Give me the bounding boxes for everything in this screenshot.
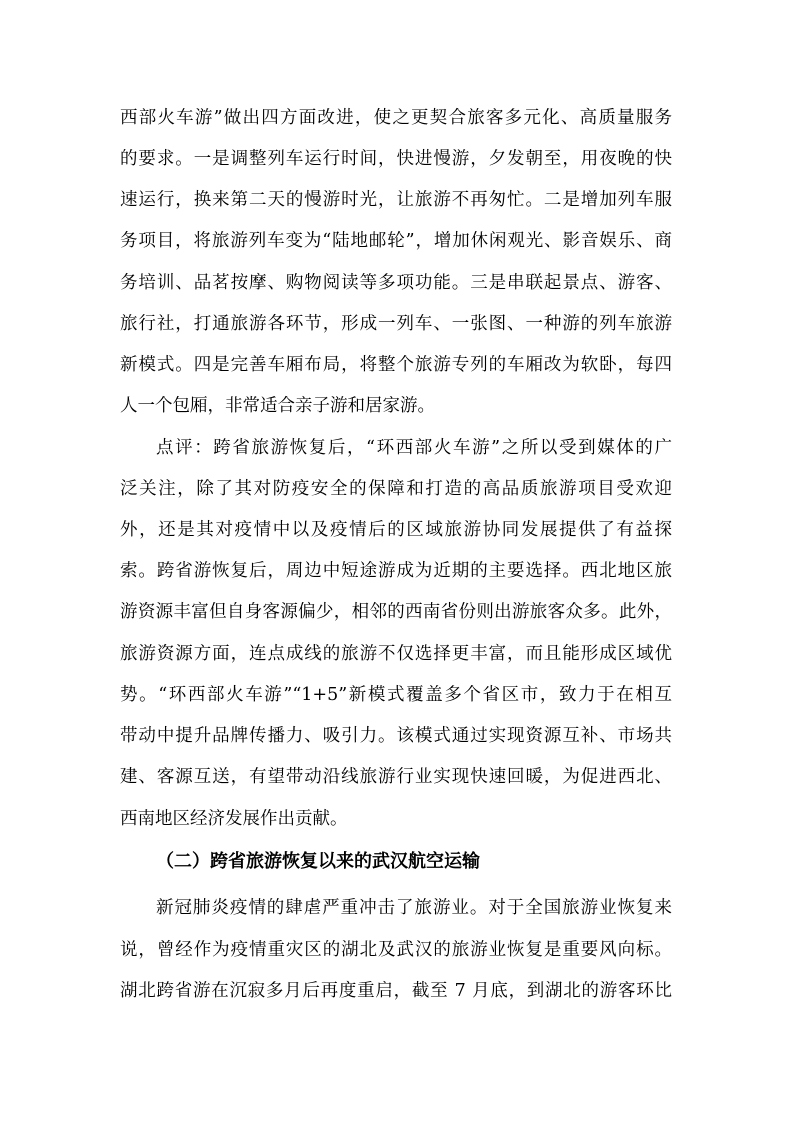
paragraph-2-line-2: 泛关注，除了其对防疫安全的保障和打造的高品质旅游项目受欢迎: [120, 479, 672, 499]
section-heading: （二）跨省旅游恢复以来的武汉航空运输: [156, 851, 480, 872]
paragraph-2-line-9: 建、客源互送，有望带动沿线旅游行业实现快速回暖，为促进西北、: [120, 767, 672, 787]
paragraph-1-line-4: 务项目，将旅游列车变为“陆地邮轮”，增加休闲观光、影音娱乐、商: [120, 231, 672, 251]
paragraph-3-line-1: 新冠肺炎疫情的肆虐严重冲击了旅游业。对于全国旅游业恢复来: [156, 898, 672, 918]
paragraph-2-line-8: 带动中提升品牌传播力、吸引力。该模式通过实现资源互补、市场共: [120, 726, 672, 746]
paragraph-1-line-8: 人一个包厢，非常适合亲子游和居家游。: [120, 396, 435, 416]
paragraph-1-line-3: 速运行，换来第二天的慢游时光，让旅游不再匆忙。二是增加列车服: [120, 190, 672, 210]
paragraph-3-line-3: 湖北跨省游在沉寂多月后再度重启，截至 7 月底，到湖北的游客环比: [120, 981, 672, 1001]
paragraph-3-line-2: 说，曾经作为疫情重灾区的湖北及武汉的旅游业恢复是重要风向标。: [120, 940, 672, 960]
paragraph-1-line-1: 西部火车游”做出四方面改进，使之更契合旅客多元化、高质量服务: [120, 108, 672, 128]
paragraph-1-line-2: 的要求。一是调整列车运行时间，快进慢游，夕发朝至，用夜晚的快: [120, 149, 672, 169]
paragraph-1-line-5: 务培训、品茗按摩、购物阅读等多项功能。三是串联起景点、游客、: [120, 273, 672, 293]
paragraph-2-line-10: 西南地区经济发展作出贡献。: [120, 809, 348, 829]
paragraph-2-line-5: 游资源丰富但自身客源偏少，相邻的西南省份则出游旅客众多。此外，: [120, 602, 672, 622]
paragraph-2-line-4: 索。跨省游恢复后，周边中短途游成为近期的主要选择。西北地区旅: [120, 561, 672, 581]
paragraph-1-line-6: 旅行社，打通旅游各环节，形成一列车、一张图、一种游的列车旅游: [120, 314, 672, 334]
paragraph-2-line-6: 旅游资源方面，连点成线的旅游不仅选择更丰富，而且能形成区域优: [120, 644, 672, 664]
paragraph-2-line-1: 点评：跨省旅游恢复后，“环西部火车游”之所以受到媒体的广: [156, 438, 672, 458]
paragraph-1-line-7: 新模式。四是完善车厢布局，将整个旅游专列的车厢改为软卧，每四: [120, 355, 672, 375]
paragraph-2-line-3: 外，还是其对疫情中以及疫情后的区域旅游协同发展提供了有益探: [120, 520, 672, 540]
paragraph-2-line-7: 势。“环西部火车游”“1+5”新模式覆盖多个省区市，致力于在相互: [120, 685, 672, 705]
